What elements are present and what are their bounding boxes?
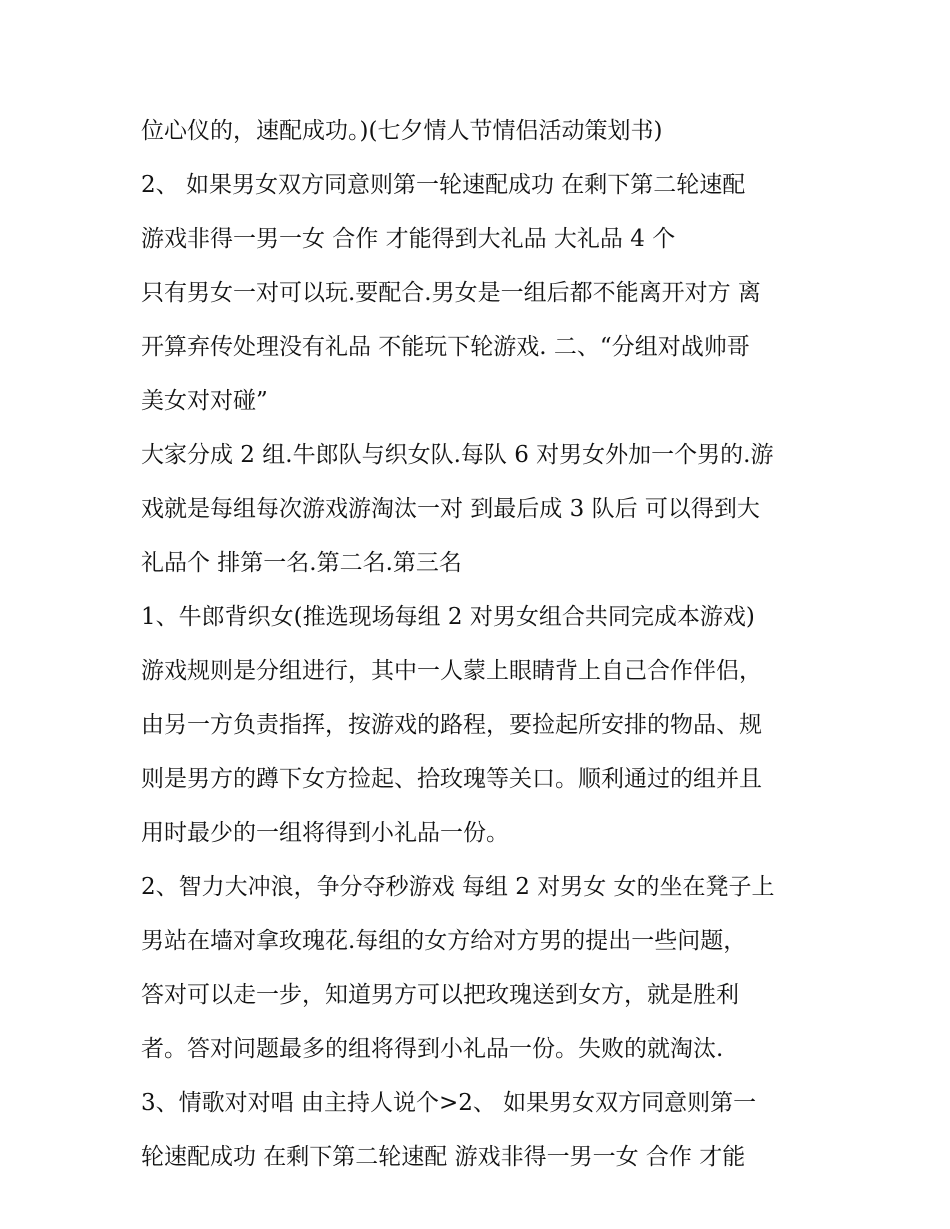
text-line-9: 礼品个 排第一名.第二名.第三名 [141,550,462,576]
text-line-17: 答对可以走一步，知道男方可以把玫瑰送到女方，就是胜利 [141,982,739,1008]
text-line-10: 1、牛郎背织女(推选现场每组 2 对男女组合共同完成本游戏) [141,604,755,630]
text-line-11: 游戏规则是分组进行，其中一人蒙上眼睛背上自己合作伴侣， [141,658,762,684]
text-line-13: 则是男方的蹲下女方捡起、拾玫瑰等关口。顺利通过的组并且 [141,766,762,792]
text-line-1: 位心仪的，速配成功。)(七夕情人节情侣活动策划书) [141,118,663,144]
text-line-7: 大家分成 2 组.牛郎队与织女队.每队 6 对男女外加一个男的.游 [141,442,774,468]
text-line-18: 者。答对问题最多的组将得到小礼品一份。失败的就淘汰. [141,1036,724,1062]
document-body [141,104,821,1184]
text-line-20: 轮速配成功 在剩下第二轮速配 游戏非得一男一女 合作 才能 [141,1144,746,1170]
text-line-19: 3、情歌对对唱 由主持人说个>2、 如果男女双方同意则第一 [141,1090,757,1116]
text-line-3: 游戏非得一男一女 合作 才能得到大礼品 大礼品 4 个 [141,226,676,252]
text-line-4: 只有男女一对可以玩.要配合.男女是一组后都不能离开对方 离 [141,280,761,306]
text-line-6: 美女对对碰” [141,388,268,414]
text-line-14: 用时最少的一组将得到小礼品一份。 [141,820,509,846]
text-line-8: 戏就是每组每次游戏游淘汰一对 到最后成 3 队后 可以得到大 [141,496,760,522]
text-line-5: 开算弃传处理没有礼品 不能玩下轮游戏. 二、“分组对战帅哥 [141,334,750,360]
text-line-2: 2、 如果男女双方同意则第一轮速配成功 在剩下第二轮速配 [141,172,746,198]
text-line-16: 男站在墙对拿玫瑰花.每组的女方给对方男的提出一些问题， [141,928,747,954]
text-line-12: 由另一方负责指挥，按游戏的路程，要捡起所安排的物品、规 [141,712,762,738]
text-line-15: 2、智力大冲浪，争分夺秒游戏 每组 2 对男女 女的坐在凳子上 [141,874,775,900]
